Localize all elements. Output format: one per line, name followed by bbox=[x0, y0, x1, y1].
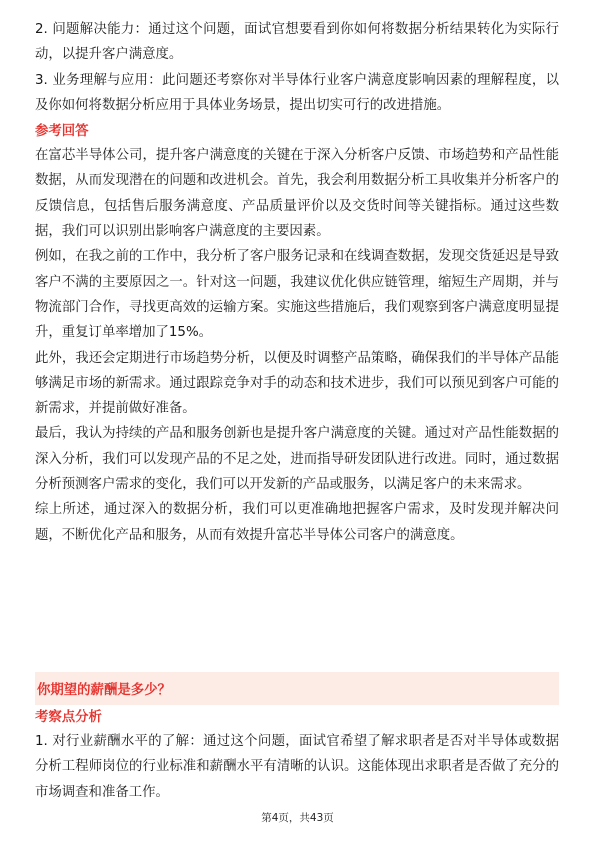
next-question-section bbox=[35, 672, 559, 805]
page-footer: 第4页，共43页 bbox=[261, 812, 334, 824]
question-title: 你期望的薪酬是多少？ bbox=[37, 683, 171, 698]
evaluation-point-2: 2. 问题解决能力：通过这个问题，面试官想要看到你如何将数据分析结果转化为实际行动，以提升客户满意度。 bbox=[35, 22, 559, 63]
answer-paragraph: 最后，我认为持续的产品和服务创新也是提升客户满意度的关键。通过对产品性能数据的深入分析，我们可以发现产品的不足之处，进而指导研发团队进行改进。同时，通过数据分析预测客户需求的变化，我们可以开发新的产品或服务，以满足客户的未来需求。 bbox=[35, 426, 559, 493]
question-title-bar bbox=[35, 672, 559, 705]
answer-paragraph: 此外，我还会定期进行市场趋势分析，以便及时调整产品策略，确保我们的半导体产品能够满足市场的新需求。通过跟踪竞争对手的动态和技术进步，我们可以预见到客户可能的新需求，并提前做好准备。 bbox=[35, 350, 559, 417]
answer-paragraph: 例如，在我之前的工作中，我分析了客户服务记录和在线调查数据，发现交货延迟是导致客户不满的主要原因之一。针对这一问题，我建议优化供应链管理，缩短生产周期，并与物流部门合作，寻找更高效的运输方案。实施这些措施后，我们观察到客户满意度明显提升，重复订单率增加了15%。 bbox=[35, 249, 559, 341]
analysis-heading: 考察点分析 bbox=[35, 710, 102, 725]
answer-paragraph: 在富芯半导体公司，提升客户满意度的关键在于深入分析客户反馈、市场趋势和产品性能数据，从而发现潜在的问题和改进机会。首先，我会利用数据分析工具收集并分析客户的反馈信息，包括售后服务满意度、产品质量评价以及交货时间等关键指标。通过这些数据，我们可以识别出影响客户满意度的主要因素。 bbox=[35, 148, 559, 240]
answer-paragraph: 综上所述，通过深入的数据分析，我们可以更准确地把握客户需求，及时发现并解决问题，不断优化产品和服务，从而有效提升富芯半导体公司客户的满意度。 bbox=[35, 502, 559, 543]
page-content bbox=[35, 17, 559, 548]
reference-answer-heading: 参考回答 bbox=[35, 124, 89, 140]
evaluation-point-1: 1. 对行业薪酬水平的了解：通过这个问题，面试官希望了解求职者是否对半导体或数据分析工程师岗位的行业标准和薪酬水平有清晰的认识。这能体现出求职者是否做了充分的市场调查和准备工作。 bbox=[35, 734, 559, 800]
evaluation-point-3: 3. 业务理解与应用：此问题还考察你对半导体行业客户满意度影响因素的理解程度，以及你如何将数据分析应用于具体业务场景，提出切实可行的改进措施。 bbox=[35, 72, 559, 113]
